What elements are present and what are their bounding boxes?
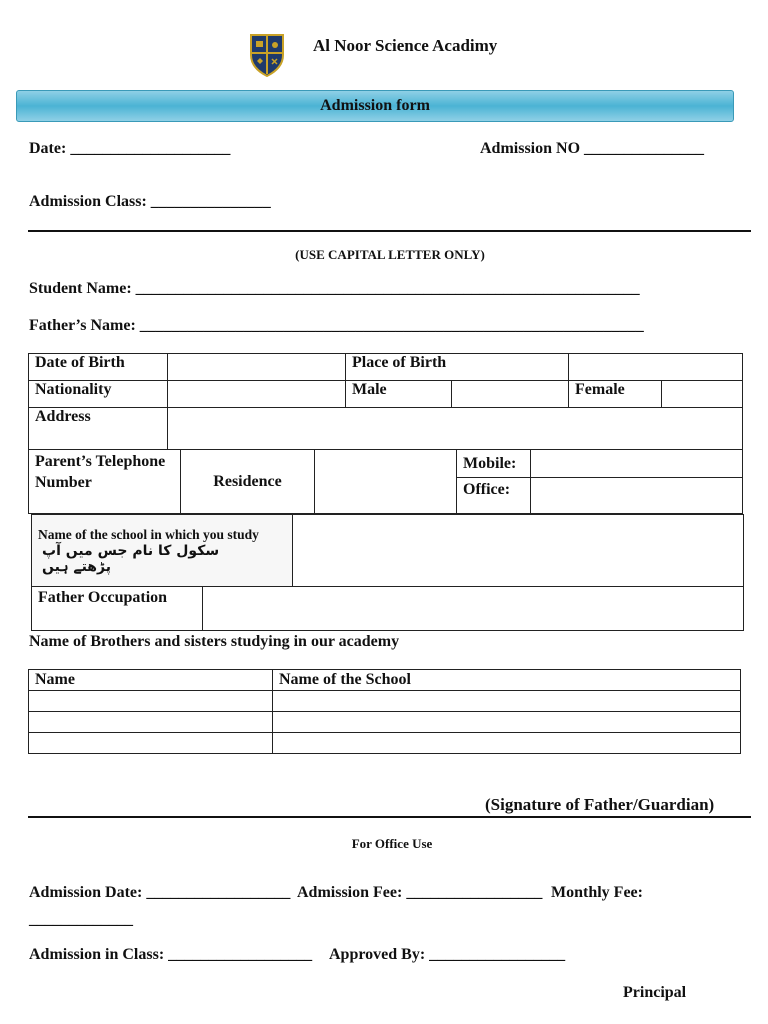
nationality-input[interactable] [168,381,346,408]
mobile-input[interactable] [531,450,743,478]
admission-date-field[interactable]: Admission Date: __________________ [29,884,291,901]
school-study-ur: سکول کا نام جس میں آپ پڑھتے ہیں [42,542,220,575]
form-title: Admission form [320,97,430,114]
female-checkbox[interactable] [662,381,743,408]
sibling-name-cell[interactable] [29,712,273,733]
sibling-name-cell[interactable] [29,691,273,712]
admission-no-field[interactable]: Admission NO _______________ [480,140,705,157]
signature-label: (Signature of Father/Guardian) [485,795,715,814]
father-occupation-input[interactable] [203,587,744,631]
sibling-name-cell[interactable] [29,733,273,754]
school-study-label [32,515,293,587]
signature-line [28,816,751,818]
dob-input[interactable] [168,354,346,381]
col-school-header: Name of the School [273,670,741,691]
pob-label: Place of Birth [346,354,569,381]
parents-phone-label: Parent’s Telephone Number [29,450,181,514]
school-study-input[interactable] [293,515,744,587]
sibling-school-cell[interactable] [273,733,741,754]
pob-input[interactable] [569,354,743,381]
office-label: Office: [457,478,531,514]
school-study-en: Name of the school in which you study [38,526,259,542]
monthly-fee-field[interactable]: _____________ [29,911,133,928]
student-name-field[interactable]: Student Name: _______________________________________________________________ [29,280,640,297]
admission-fee-field[interactable]: Admission Fee: _________________ [297,884,543,901]
office-use-heading: For Office Use [351,836,433,851]
sibling-school-cell[interactable] [273,712,741,733]
approved-by-field[interactable]: Approved By: _________________ [329,946,566,963]
school-logo [249,33,285,77]
address-label: Address [29,408,168,450]
capital-note: (USE CAPITAL LETTER ONLY) [295,247,485,262]
mobile-label: Mobile: [457,450,531,478]
form-title-banner [16,90,734,122]
sibling-school-cell[interactable] [273,691,741,712]
dob-label: Date of Birth [29,354,168,381]
phone-table [28,449,743,514]
residence-input[interactable] [315,450,457,514]
siblings-table [28,669,741,754]
office-input[interactable] [531,478,743,514]
siblings-heading: Name of Brothers and sisters studying in our academy [29,633,400,650]
col-name-header: Name [29,670,273,691]
admission-in-class-field[interactable]: Admission in Class: __________________ [29,946,313,963]
school-table [31,514,744,587]
female-label: Female [569,381,662,408]
monthly-fee-label: Monthly Fee: [551,884,643,901]
male-label: Male [346,381,452,408]
occupation-table [31,586,744,631]
address-input[interactable] [168,408,743,450]
shield-crest-icon [249,33,285,77]
school-name: Al Noor Science Acadimy [313,36,498,55]
residence-label: Residence [181,450,315,514]
nationality-label: Nationality [29,381,168,408]
divider [28,230,751,232]
admission-class-field[interactable]: Admission Class: _______________ [29,193,271,210]
father-name-field[interactable]: Father’s Name: _______________________________________________________________ [29,317,644,334]
father-occupation-label: Father Occupation [32,587,203,631]
details-table [28,353,743,450]
principal-label: Principal [623,984,687,1001]
male-checkbox[interactable] [451,381,568,408]
date-field[interactable]: Date: ____________________ [29,140,231,157]
